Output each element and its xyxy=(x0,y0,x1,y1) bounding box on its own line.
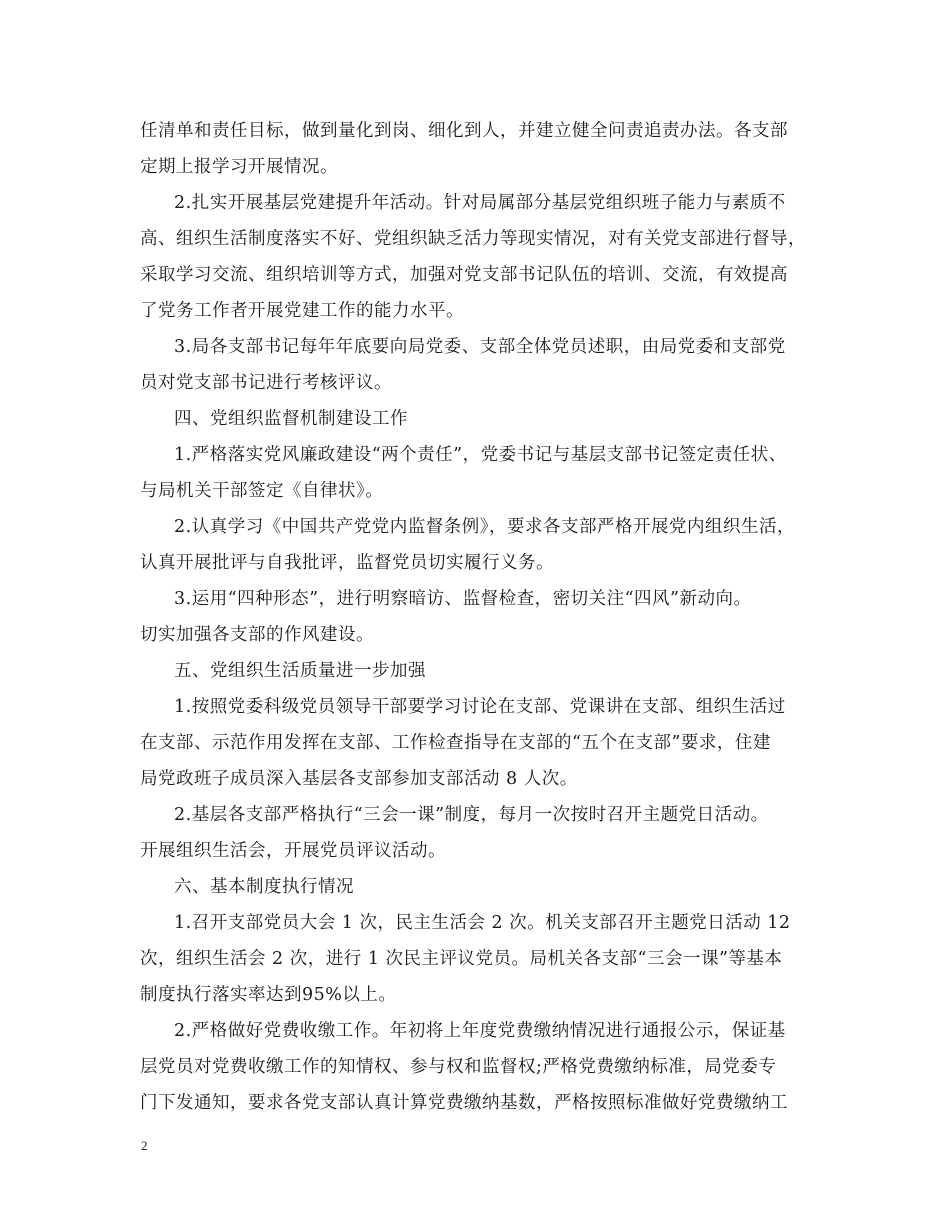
text-line: 3.运用“四种形态”，进行明察暗访、监督检查，密切关注“四风”新动向。 xyxy=(174,589,752,609)
text-line: 次，组织生活会 2 次，进行 1 次民主评议党员。局机关各支部“三会一课”等基本 xyxy=(140,949,783,969)
text-line: 在支部、示范作用发挥在支部、工作检查指导在支部的“五个在支部”要求，住建 xyxy=(140,733,771,753)
text-line: 定期上报学习开展情况。 xyxy=(140,157,338,177)
text-line: 采取学习交流、组织培训等方式，加强对党支部书记队伍的培训、交流，有效提高 xyxy=(140,265,788,285)
text-line: 高、组织生活制度落实不好、党组织缺乏活力等现实情况，对有关党支部进行督导， xyxy=(140,229,806,249)
text-line: 2.基层各支部严格执行“三会一课”制度，每月一次按时召开主题党日活动。 xyxy=(174,805,769,825)
text-line: 3.局各支部书记每年年底要向局党委、支部全体党员述职，由局党委和支部党 xyxy=(174,337,786,357)
text-line: 1.召开支部党员大会 1 次，民主生活会 2 次。机关支部召开主题党日活动 12 xyxy=(174,913,791,933)
text-line: 四、党组织监督机制建设工作 xyxy=(174,409,408,429)
text-line: 2.认真学习《中国共产党党内监督条例》，要求各支部严格开展党内组织生活， xyxy=(174,517,795,537)
text-line: 切实加强各支部的作风建设。 xyxy=(140,625,374,645)
text-line: 开展组织生活会，开展党员评议活动。 xyxy=(140,841,446,861)
text-line: 六、基本制度执行情况 xyxy=(174,877,354,897)
text-line: 五、党组织生活质量进一步加强 xyxy=(174,661,426,681)
text-line: 局党政班子成员深入基层各支部参加支部活动 8 人次。 xyxy=(140,769,578,789)
text-line: 2.严格做好党费收缴工作。年初将上年度党费缴纳情况进行通报公示，保证基 xyxy=(174,1021,786,1041)
text-line: 层党员对党费收缴工作的知情权、参与权和监督权;严格党费缴纳标准，局党委专 xyxy=(140,1057,777,1077)
text-line: 2.扎实开展基层党建提升年活动。针对局属部分基层党组织班子能力与素质不 xyxy=(174,193,786,213)
document-body xyxy=(140,113,820,1121)
text-line: 制度执行落实率达到95%以上。 xyxy=(140,985,397,1005)
text-line: 门下发通知，要求各党支部认真计算党费缴纳基数，严格按照标准做好党费缴纳工 xyxy=(140,1093,788,1113)
text-line: 任清单和责任目标，做到量化到岗、细化到人，并建立健全问责追责办法。各支部 xyxy=(140,121,788,141)
text-line: 员对党支部书记进行考核评议。 xyxy=(140,373,392,393)
text-line: 1.严格落实党风廉政建设“两个责任”，党委书记与基层支部书记签定责任状、 xyxy=(174,445,787,465)
text-line: 认真开展批评与自我批评，监督党员切实履行义务。 xyxy=(140,553,554,573)
text-line: 与局机关干部签定《自律状》。 xyxy=(140,481,384,501)
text-line: 了党务工作者开展党建工作的能力水平。 xyxy=(140,301,464,321)
text-line: 1.按照党委科级党员领导干部要学习讨论在支部、党课讲在支部、组织生活过 xyxy=(174,697,786,717)
page-number: 2 xyxy=(141,1138,148,1153)
